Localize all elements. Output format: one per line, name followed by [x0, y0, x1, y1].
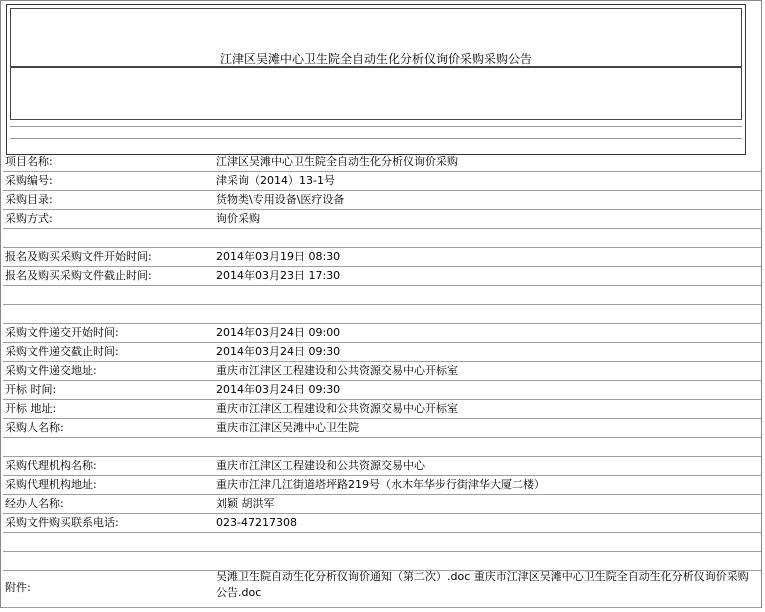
attachment-link-1[interactable]: 吴滩卫生院自动生化分析仪询价通知（第二次）.doc	[216, 570, 471, 583]
row-label: 采购代理机构地址:	[5, 478, 97, 491]
table-row	[3, 343, 761, 362]
row-value: 重庆市江津几江街道塔坪路219号（水木年华步行街津华大厦二楼）	[216, 478, 545, 491]
title-inner-box	[10, 8, 742, 67]
row-label: 采购目录:	[5, 193, 53, 206]
row-value: 重庆市江津区工程建设和公共资源交易中心开标室	[216, 364, 458, 377]
divider	[10, 126, 742, 127]
row-value: 023-47217308	[216, 516, 297, 529]
attachment-link-2[interactable]: 重庆市江津区吴滩中心卫生院全自动生化分析仪询价采购公告.doc	[216, 570, 749, 599]
table-row	[3, 476, 761, 495]
row-value: 重庆市江津区工程建设和公共资源交易中心	[216, 459, 425, 472]
row-label: 报名及购买采购文件开始时间:	[5, 250, 152, 263]
row-label: 报名及购买采购文件截止时间:	[5, 269, 152, 282]
table-row	[3, 191, 761, 210]
table-row	[3, 267, 761, 286]
row-label: 采购文件递交地址:	[5, 364, 97, 377]
page-title: 江津区吴滩中心卫生院全自动生化分析仪询价采购采购公告	[219, 52, 532, 66]
row-label: 采购文件购买联系电话:	[5, 516, 119, 529]
table-row	[3, 286, 761, 305]
row-value: 2014年03月24日 09:30	[216, 383, 341, 396]
row-value: 2014年03月19日 08:30	[216, 250, 341, 263]
row-value: 重庆市江津区工程建设和公共资源交易中心开标室	[216, 402, 458, 415]
table-row	[3, 362, 761, 381]
row-value: 重庆市江津区吴滩中心卫生院	[216, 421, 359, 434]
table-row	[3, 248, 761, 267]
table-row	[3, 533, 761, 552]
row-value: 货物类\专用设备\医疗设备	[216, 193, 345, 206]
title-box	[6, 4, 746, 155]
row-value: 询价采购	[216, 212, 260, 225]
row-label: 采购编号:	[5, 174, 53, 187]
row-value: 2014年03月23日 17:30	[216, 269, 341, 282]
row-label: 项目名称:	[5, 155, 53, 168]
table-row	[3, 305, 761, 324]
row-value: 津采询（2014）13-1号	[216, 174, 335, 187]
attachment-label: 附件:	[5, 581, 31, 594]
row-label: 开标 时间:	[5, 383, 57, 396]
row-value: 江津区吴滩中心卫生院全自动生化分析仪询价采购	[216, 155, 458, 168]
table-row	[3, 153, 761, 172]
row-value: 刘颖 胡洪军	[216, 497, 275, 510]
table-row	[3, 514, 761, 533]
table-row	[3, 419, 761, 438]
table-row	[3, 495, 761, 514]
attachment-row	[3, 566, 761, 608]
row-label: 经办人名称:	[5, 497, 64, 510]
row-value: 2014年03月24日 09:00	[216, 326, 341, 339]
table-row	[3, 400, 761, 419]
table-row	[3, 457, 761, 476]
row-label: 开标 地址:	[5, 402, 57, 415]
table-row	[3, 324, 761, 343]
divider	[10, 138, 742, 139]
table-row	[3, 381, 761, 400]
table-row	[3, 229, 761, 248]
row-label: 采购文件递交截止时间:	[5, 345, 119, 358]
row-label: 采购人名称:	[5, 421, 64, 434]
table-row	[3, 438, 761, 457]
attachment-links	[216, 569, 756, 601]
empty-box	[10, 67, 742, 120]
row-label: 采购方式:	[5, 212, 53, 225]
row-value: 2014年03月24日 09:30	[216, 345, 341, 358]
table-row	[3, 172, 761, 191]
row-label: 采购代理机构名称:	[5, 459, 97, 472]
row-label: 采购文件递交开始时间:	[5, 326, 119, 339]
table-row	[3, 210, 761, 229]
